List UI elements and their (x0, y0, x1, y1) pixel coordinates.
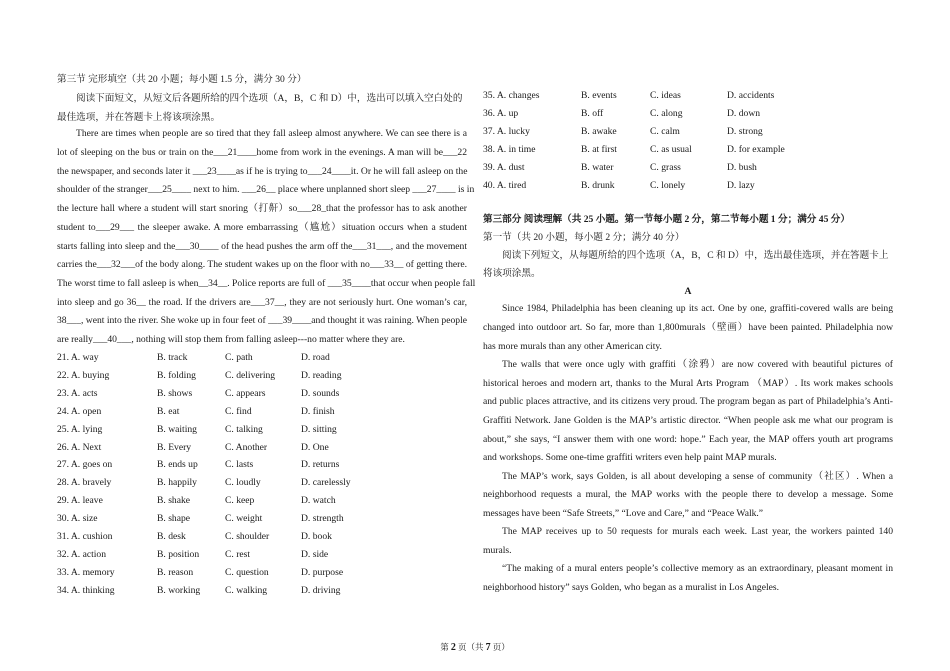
option-question: 21. A. way (57, 352, 99, 363)
option-choice: B. Every (157, 441, 192, 453)
footer-prefix: 第 (440, 642, 449, 652)
reading-passage-line: and public places attractive, and its citizens very proud. The program began as part of Philadelphia’s Anti- (483, 396, 893, 407)
reading-passage-line: The walls that were once ugly with graffiti（涂鸦）are now covered with beautiful pictures of (502, 359, 893, 370)
option-choice: C. question (225, 566, 269, 578)
option-choice: D. road (301, 352, 330, 363)
option-choice: C. calm (650, 125, 680, 137)
option-choice: B. water (581, 161, 614, 173)
option-question: 40. A. tired (483, 179, 527, 191)
option-choice: C. keep (225, 495, 255, 507)
cloze-instruction-line: 阅读下面短文，从短文后各题所给的四个选项（A，B，C 和 D）中，选出可以填入空白处的 (76, 93, 463, 104)
option-choice: C. as usual (650, 143, 692, 155)
reading-passage-line: historical heroes and modern art, thanks to the Mural Arts Program （MAP）. Its work makes schools (483, 378, 893, 389)
option-choice: D. reading (301, 369, 342, 381)
cloze-passage-line: are really___40___, nothing will stop them from falling asleep---no matter where they are. (57, 334, 405, 345)
option-choice: B. desk (157, 531, 186, 542)
reading-part-title: 第三部分 阅读理解（共 25 小题。第一节每小题 2 分，第二节每小题 1 分；满分 45 分） (483, 214, 850, 225)
option-choice: C. path (225, 352, 253, 363)
option-question: 29. A. leave (57, 495, 103, 507)
option-choice: D. finish (301, 405, 335, 417)
reading-passage-line: neighborhood history” says Golden, who began as a muralist in Los Angeles. (483, 582, 780, 593)
option-choice: C. rest (225, 548, 251, 560)
option-question: 32. A. action (57, 548, 107, 560)
cloze-passage-line: The worst time to fall asleep is when__34__. Police reports are full of ___35____that occur when people fall (57, 278, 476, 289)
reading-passage-line: and workshops. Some one-time graffiti writers even help paint MAP murals. (483, 452, 777, 463)
option-choice: D. side (301, 548, 329, 560)
option-choice: C. talking (225, 423, 263, 435)
option-choice: B. happily (157, 477, 197, 489)
cloze-passage-line: starts falling into sleep and the___30____ of the head pushes the arm off the___31___, and the movement (57, 241, 467, 252)
option-question: 37. A. lucky (483, 125, 530, 137)
option-choice: B. shape (157, 513, 191, 525)
reading-passage-line: about,” she says, “I answer them with one word: hope.” Each year, the MAP offers youth art programs (483, 434, 893, 445)
option-choice: D. lazy (727, 179, 755, 191)
option-choice: D. purpose (301, 566, 344, 578)
page-footer (0, 642, 950, 653)
option-question: 24. A. open (57, 405, 102, 417)
option-choice: D. sounds (301, 387, 340, 399)
option-question: 38. A. in time (483, 143, 536, 155)
reading-passage-line: Since 1984, Philadelphia has been cleaning up its act. One by one, graffiti-covered walls are being (502, 303, 893, 314)
reading-passage-line: “The making of a mural enters people’s collective memory as an extraordinary, pleasant moment in (502, 563, 893, 574)
option-question: 33. A. memory (57, 566, 115, 578)
option-question: 30. A. size (57, 513, 98, 525)
cloze-passage-line: the lecture hall where a student will start snoring（打鼾）so___28_that the professor has to ask another (57, 203, 467, 214)
reading-passage-line: changed into outdoor art. So far, more than 1,800murals（壁画）have been painted. Philadelphia now (483, 322, 893, 333)
cloze-instruction-line: 最佳选项，并在答题卡上将该项涂黑。 (57, 112, 221, 123)
cloze-passage-line: There are times when people are so tired that they fall asleep almost anywhere. We can see there is a (76, 128, 467, 139)
footer-suffix: 页） (492, 642, 510, 652)
option-choice: B. awake (581, 125, 617, 137)
option-choice: C. loudly (225, 477, 261, 489)
option-choice: B. eat (157, 405, 180, 417)
cloze-passage-line: 38___, went into the river. She woke up in four feet of ___39____and thought it was raining. When people (57, 315, 467, 326)
reading-passage-line: messages have been “Safe Streets,” “Love and Care,” and “Peace Walk.” (483, 508, 764, 519)
option-choice: B. position (157, 548, 200, 560)
option-choice: B. shows (157, 387, 193, 399)
option-choice: B. drunk (581, 179, 615, 191)
option-choice: B. shake (157, 495, 191, 507)
option-choice: D. down (727, 107, 761, 119)
option-question: 31. A. cushion (57, 531, 113, 542)
option-choice: C. lasts (225, 459, 254, 471)
option-choice: C. delivering (225, 369, 276, 381)
option-question: 26. A. Next (57, 441, 102, 453)
reading-passage-line: The MAP’s work, says Golden, is all about developing a sense of community（社区）. When a (502, 471, 893, 482)
reading-passage-line: has more murals than any other American city. (483, 341, 662, 352)
option-choice: C. appears (225, 387, 266, 399)
option-choice: D. returns (301, 459, 340, 471)
option-choice: C. weight (225, 513, 263, 525)
option-choice: D. bush (727, 161, 757, 173)
cloze-passage-line: carries the___32___of the body along. The student wakes up on the floor with no___33__ of getting there. (57, 259, 467, 270)
option-choice: B. reason (157, 566, 194, 578)
passage-label: A (684, 286, 692, 297)
cloze-passage-line: the newspaper, and seconds later it ___23____as if he is trying to___24____it. Or he will fall asleep on the (57, 166, 468, 177)
cloze-passage-line: lot of sleeping on the bus or train on the___21____home from work in the evenings. A man will be___22 (57, 147, 467, 158)
option-question: 28. A. bravely (57, 477, 112, 489)
option-choice: B. waiting (157, 423, 197, 435)
option-question: 39. A. dust (483, 161, 525, 173)
cloze-section-title: 第三节 完形填空（共 20 小题；每小题 1.5 分，满分 30 分） (57, 74, 307, 85)
option-question: 23. A. acts (57, 387, 98, 399)
option-choice: D. sitting (301, 423, 337, 435)
footer-middle: 页（共 (457, 642, 484, 652)
option-question: 25. A. lying (57, 423, 103, 435)
reading-instruction-line: 将该项涂黑。 (483, 268, 541, 279)
option-question: 36. A. up (483, 107, 519, 119)
option-question: 22. A. buying (57, 369, 110, 381)
option-choice: D. book (301, 531, 332, 542)
option-choice: B. working (157, 584, 201, 596)
reading-passage-line: The MAP receives up to 50 requests for murals each week. Last year, the workers painted 140 (502, 526, 893, 537)
option-choice: D. One (301, 441, 329, 453)
option-choice: C. shoulder (225, 531, 270, 542)
reading-instruction-line: 阅读下列短文，从每题所给的四个选项（A，B，C 和 D）中，选出最佳选项，并在答题卡上 (502, 250, 889, 261)
option-choice: C. find (225, 405, 252, 417)
option-choice: D. carelessly (301, 477, 351, 489)
option-choice: B. track (157, 352, 188, 363)
option-choice: C. Another (225, 441, 268, 453)
option-choice: C. along (650, 107, 683, 119)
cloze-passage-line: student to___29___ the sleeper awake. A more embarrassing（尴尬）situation occurs when a student (57, 222, 467, 233)
option-question: 27. A. goes on (57, 459, 113, 471)
option-choice: C. lonely (650, 179, 686, 191)
reading-passage-line: murals. (483, 545, 512, 556)
cloze-passage-line: into sleep and go 36__ the road. If the drivers are___37__, they are not seriously hurt. One woman’s car, (57, 297, 467, 308)
option-choice: B. at first (581, 143, 617, 155)
option-question: 34. A. thinking (57, 584, 115, 596)
option-choice: B. off (581, 107, 604, 119)
page-number: 2 (450, 642, 456, 653)
option-choice: D. strength (301, 513, 344, 525)
option-choice: B. events (581, 90, 617, 101)
option-choice: C. grass (650, 161, 681, 173)
reading-passage-line: neighborhood requests a mural, the MAP works with the people there to develop a message. Some (483, 489, 893, 500)
reading-passage-line: Graffiti Network. Jane Golden is the MAP’s artistic director. “When people ask me what our program is (483, 415, 893, 426)
option-choice: D. watch (301, 495, 336, 507)
total-pages: 7 (485, 642, 491, 653)
option-choice: D. accidents (727, 90, 775, 101)
option-question: 35. A. changes (483, 90, 540, 101)
option-choice: D. strong (727, 125, 763, 137)
option-choice: D. driving (301, 584, 341, 596)
cloze-passage-line: shoulder of the stranger___25____ next to him. ___26__ place where unplanned short sleep ___27____ is in (57, 184, 475, 195)
option-choice: D. for example (727, 143, 785, 155)
option-choice: C. walking (225, 584, 268, 596)
option-choice: B. folding (157, 369, 196, 381)
reading-section-title: 第一节（共 20 小题，每小题 2 分；满分 40 分） (483, 232, 685, 243)
option-choice: C. ideas (650, 90, 681, 101)
option-choice: B. ends up (157, 459, 198, 471)
